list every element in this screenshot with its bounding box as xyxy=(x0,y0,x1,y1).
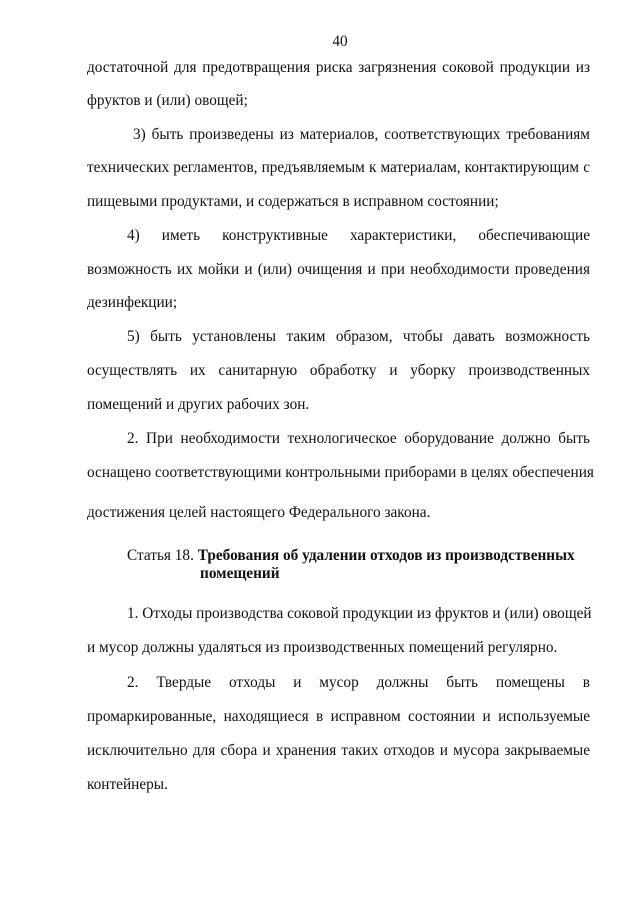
text-line: промаркированные, находящиеся в исправном состоянии и используемые xyxy=(87,708,590,725)
list-item-3: 3) быть произведены из материалов, соответствующих требованиям xyxy=(133,126,590,143)
clause-2: 2. При необходимости технологическое оборудование должно быть xyxy=(127,430,590,447)
text-line: исключительно для сбора и хранения таких отходов и мусора закрываемые xyxy=(87,742,590,759)
list-item-5: 5) быть установлены таким образом, чтобы давать возможность xyxy=(127,328,590,345)
list-item-4: 4) иметь конструктивные характеристики, обеспечивающие xyxy=(127,227,590,244)
text-line: контейнеры. xyxy=(87,776,168,793)
clause-2: 2. Твердые отходы и мусор должны быть помещены в xyxy=(127,674,590,691)
text-line: осуществлять их санитарную обработку и уборку производственных xyxy=(87,362,590,379)
article-title-cont: помещений xyxy=(200,565,280,582)
text-line: и мусор должны удаляться из производственных помещений регулярно. xyxy=(87,639,558,656)
page-number: 40 xyxy=(332,33,348,50)
text-line: достаточной для предотвращения риска загрязнения соковой продукции из xyxy=(87,59,590,76)
text-line: помещений и других рабочих зон. xyxy=(87,396,310,413)
text-line: пищевыми продуктами, и содержаться в исправном состоянии; xyxy=(87,193,499,210)
article-title: Требования об удалении отходов из производственных xyxy=(197,547,575,564)
text-line: фруктов и (или) овощей; xyxy=(87,92,248,109)
text-line: оснащено соответствующими контрольными приборами в целях обеспечения xyxy=(87,464,594,481)
article-label: Статья 18. xyxy=(127,547,194,564)
text-line: технических регламентов, предъявляемым к материалам, контактирующим с xyxy=(87,159,590,176)
text-line: возможность их мойки и (или) очищения и при необходимости проведения xyxy=(87,261,590,278)
article-heading-cont xyxy=(200,565,280,583)
text-line: дезинфекции; xyxy=(87,294,178,311)
text-line: достижения целей настоящего Федерального закона. xyxy=(87,504,431,521)
article-heading xyxy=(127,547,575,565)
clause-1: 1. Отходы производства соковой продукции из фруктов и (или) овощей xyxy=(127,605,592,622)
